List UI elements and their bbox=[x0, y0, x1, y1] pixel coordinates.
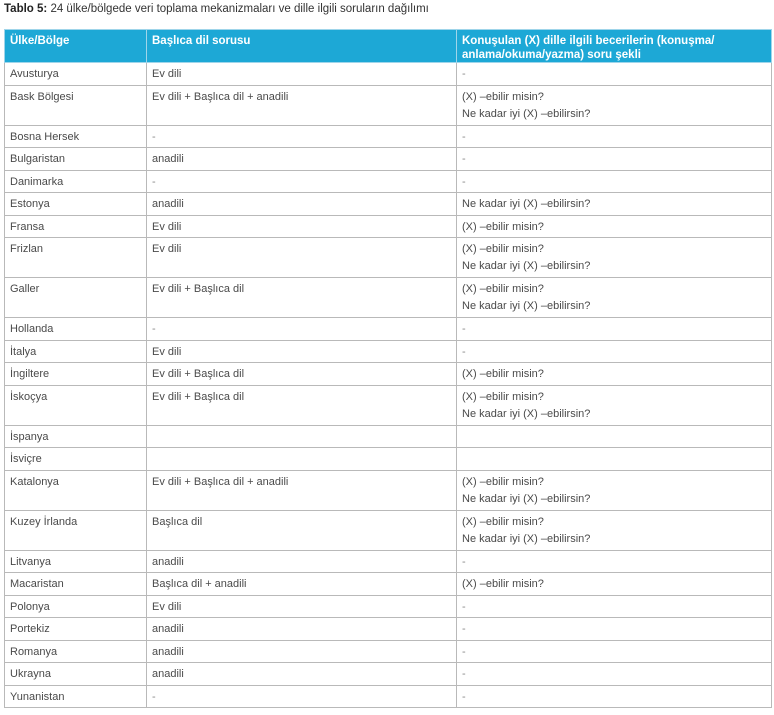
skill-question-line: Ne kadar iyi (X) –ebilirsin? bbox=[462, 107, 591, 120]
table-row bbox=[5, 385, 772, 425]
cell-skill-question bbox=[457, 448, 772, 471]
cell-country: Galler bbox=[5, 278, 147, 318]
skill-question-line: Ne kadar iyi (X) –ebilirsin? bbox=[462, 300, 591, 312]
table-row bbox=[5, 278, 772, 318]
cell-main-language-question: Ev dili bbox=[147, 340, 457, 363]
table-row bbox=[5, 640, 772, 663]
skill-question-line: - bbox=[462, 153, 466, 165]
cell-country: Ukrayna bbox=[5, 663, 147, 686]
table-row bbox=[5, 238, 772, 278]
cell-country: Avusturya bbox=[5, 63, 147, 86]
cell-country: Polonya bbox=[5, 595, 147, 618]
cell-main-language-question: Ev dili + Başlıca dil bbox=[147, 385, 457, 425]
cell-skill-question bbox=[457, 148, 772, 171]
cell-main-language-question: Ev dili + Başlıca dil bbox=[147, 363, 457, 386]
cell-skill-question bbox=[457, 663, 772, 686]
skill-question-line: - bbox=[462, 345, 466, 358]
skill-question-line: - bbox=[462, 175, 466, 188]
skill-question-line: - bbox=[462, 668, 466, 680]
table-row bbox=[5, 193, 772, 216]
skill-question-line: - bbox=[462, 600, 466, 613]
cell-skill-question bbox=[457, 278, 772, 318]
table-row bbox=[5, 470, 772, 510]
cell-main-language-question: anadili bbox=[147, 618, 457, 641]
cell-main-language-question: Ev dili bbox=[147, 238, 457, 278]
cell-skill-question bbox=[457, 63, 772, 86]
cell-country: Yunanistan bbox=[5, 685, 147, 708]
cell-main-language-question: Ev dili bbox=[147, 63, 457, 86]
cell-skill-question bbox=[457, 215, 772, 238]
skill-question-line: (X) –ebilir misin? bbox=[462, 390, 544, 403]
cell-country: Macaristan bbox=[5, 573, 147, 596]
cell-skill-question bbox=[457, 640, 772, 663]
cell-skill-question bbox=[457, 425, 772, 448]
cell-main-language-question: - bbox=[147, 318, 457, 341]
skill-question-line: (X) –ebilir misin? bbox=[462, 220, 544, 233]
skill-question-line: - bbox=[462, 323, 466, 335]
table-row bbox=[5, 340, 772, 363]
cell-main-language-question: Ev dili bbox=[147, 215, 457, 238]
cell-main-language-question bbox=[147, 448, 457, 471]
skill-question-line: - bbox=[462, 645, 466, 658]
skill-question-line: - bbox=[462, 130, 466, 143]
cell-main-language-question: Ev dili + Başlıca dil + anadili bbox=[147, 85, 457, 125]
table-row bbox=[5, 510, 772, 550]
table-caption bbox=[4, 3, 429, 23]
cell-main-language-question: - bbox=[147, 170, 457, 193]
cell-main-language-question: anadili bbox=[147, 193, 457, 216]
cell-skill-question bbox=[457, 238, 772, 278]
cell-country: Frizlan bbox=[5, 238, 147, 278]
cell-main-language-question: Ev dili bbox=[147, 595, 457, 618]
skill-question-line: Ne kadar iyi (X) –ebilirsin? bbox=[462, 407, 591, 420]
skill-question-line: (X) –ebilir misin? bbox=[462, 243, 544, 255]
cell-country: İspanya bbox=[5, 425, 147, 448]
skill-question-line: Ne kadar iyi (X) –ebilirsin? bbox=[462, 260, 591, 272]
cell-main-language-question: Başlıca dil bbox=[147, 510, 457, 550]
cell-country: İtalya bbox=[5, 340, 147, 363]
header-country: Ülke/Bölge bbox=[5, 30, 147, 63]
table-body bbox=[5, 63, 772, 708]
cell-main-language-question: - bbox=[147, 125, 457, 148]
table-header-row bbox=[5, 30, 772, 63]
cell-country: İngiltere bbox=[5, 363, 147, 386]
cell-main-language-question: Ev dili + Başlıca dil + anadili bbox=[147, 470, 457, 510]
skill-question-line: Ne kadar iyi (X) –ebilirsin? bbox=[462, 492, 591, 505]
table-row bbox=[5, 170, 772, 193]
cell-skill-question bbox=[457, 340, 772, 363]
cell-main-language-question: anadili bbox=[147, 640, 457, 663]
cell-main-language-question: Ev dili + Başlıca dil bbox=[147, 278, 457, 318]
skill-question-line: - bbox=[462, 623, 466, 635]
cell-skill-question bbox=[457, 618, 772, 641]
cell-skill-question bbox=[457, 170, 772, 193]
skill-question-line: Ne kadar iyi (X) –ebilirsin? bbox=[462, 198, 591, 210]
cell-skill-question bbox=[457, 550, 772, 573]
table-row bbox=[5, 595, 772, 618]
header-skill-question bbox=[457, 30, 772, 63]
cell-country: Litvanya bbox=[5, 550, 147, 573]
table-row bbox=[5, 425, 772, 448]
cell-main-language-question: anadili bbox=[147, 550, 457, 573]
cell-main-language-question: anadili bbox=[147, 148, 457, 171]
cell-country: Fransa bbox=[5, 215, 147, 238]
table-row bbox=[5, 318, 772, 341]
table-row bbox=[5, 573, 772, 596]
skill-question-line: (X) –ebilir misin? bbox=[462, 475, 544, 488]
cell-country: Hollanda bbox=[5, 318, 147, 341]
cell-skill-question bbox=[457, 685, 772, 708]
skill-question-line: (X) –ebilir misin? bbox=[462, 515, 544, 528]
header-skill-line2: anlama/okuma/yazma) soru şekli bbox=[462, 49, 641, 61]
cell-main-language-question bbox=[147, 425, 457, 448]
skill-question-line: - bbox=[462, 690, 466, 703]
cell-skill-question bbox=[457, 85, 772, 125]
cell-country: Katalonya bbox=[5, 470, 147, 510]
cell-skill-question bbox=[457, 363, 772, 386]
cell-country: Bulgaristan bbox=[5, 148, 147, 171]
cell-country: İsviçre bbox=[5, 448, 147, 471]
cell-main-language-question: Başlıca dil + anadili bbox=[147, 573, 457, 596]
table-row bbox=[5, 618, 772, 641]
cell-main-language-question: anadili bbox=[147, 663, 457, 686]
table-row bbox=[5, 215, 772, 238]
table-row bbox=[5, 685, 772, 708]
cell-skill-question bbox=[457, 470, 772, 510]
cell-skill-question bbox=[457, 573, 772, 596]
table-row bbox=[5, 148, 772, 171]
cell-skill-question bbox=[457, 385, 772, 425]
header-main-language-question: Başlıca dil sorusu bbox=[147, 30, 457, 63]
table-row bbox=[5, 85, 772, 125]
skill-question-line: Ne kadar iyi (X) –ebilirsin? bbox=[462, 532, 591, 545]
cell-skill-question bbox=[457, 193, 772, 216]
skill-question-line: (X) –ebilir misin? bbox=[462, 90, 544, 103]
skill-question-line: (X) –ebilir misin? bbox=[462, 578, 544, 590]
cell-skill-question bbox=[457, 510, 772, 550]
header-skill-line1: Konuşulan (X) dille ilgili becerilerin (konuşma/ bbox=[462, 35, 715, 47]
table-row bbox=[5, 448, 772, 471]
cell-country: Estonya bbox=[5, 193, 147, 216]
cell-main-language-question: - bbox=[147, 685, 457, 708]
skill-question-line: (X) –ebilir misin? bbox=[462, 368, 544, 380]
cell-country: İskoçya bbox=[5, 385, 147, 425]
cell-skill-question bbox=[457, 318, 772, 341]
skill-question-line: - bbox=[462, 68, 466, 80]
cell-country: Danimarka bbox=[5, 170, 147, 193]
language-questions-table bbox=[4, 29, 772, 708]
cell-skill-question bbox=[457, 595, 772, 618]
cell-skill-question bbox=[457, 125, 772, 148]
cell-country: Bosna Hersek bbox=[5, 125, 147, 148]
skill-question-line: (X) –ebilir misin? bbox=[462, 283, 544, 295]
table-row bbox=[5, 550, 772, 573]
table-row bbox=[5, 125, 772, 148]
table-row bbox=[5, 363, 772, 386]
caption-text: 24 ülke/bölgede veri toplama mekanizmaları ve dille ilgili soruların dağılımı bbox=[50, 3, 429, 15]
skill-question-line: - bbox=[462, 555, 466, 568]
table-row bbox=[5, 63, 772, 86]
cell-country: Bask Bölgesi bbox=[5, 85, 147, 125]
cell-country: Kuzey İrlanda bbox=[5, 510, 147, 550]
cell-country: Portekiz bbox=[5, 618, 147, 641]
table-row bbox=[5, 663, 772, 686]
cell-country: Romanya bbox=[5, 640, 147, 663]
caption-label: Tablo 5: bbox=[4, 3, 48, 15]
